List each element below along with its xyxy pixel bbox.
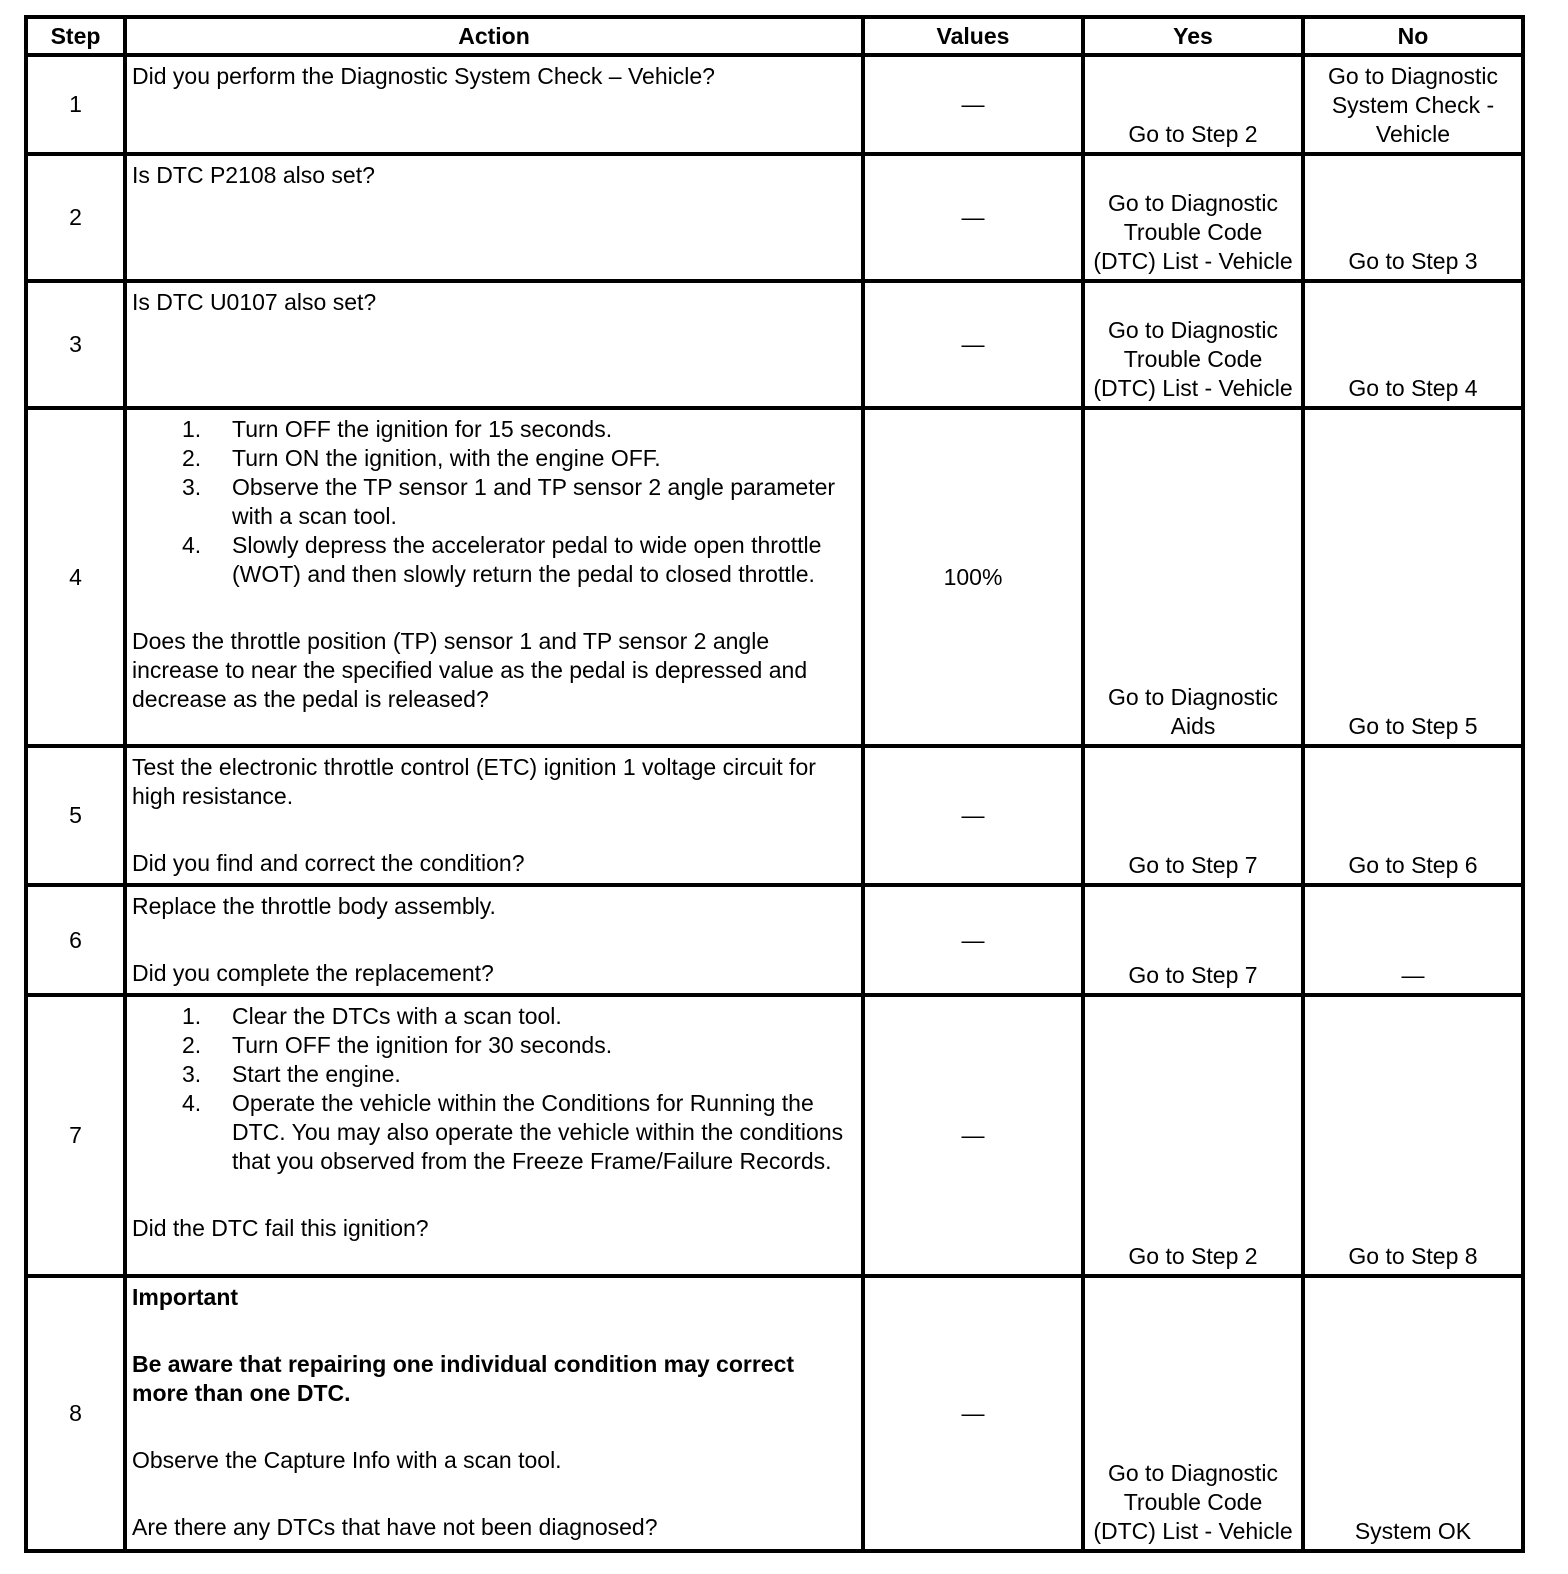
list-item bbox=[132, 1002, 855, 1031]
substep-text: Turn ON the ignition, with the engine OFF. bbox=[232, 445, 661, 471]
action-question: Did the DTC fail this ignition? bbox=[132, 1215, 429, 1241]
action-cell bbox=[125, 408, 863, 746]
values-cell: — bbox=[863, 995, 1083, 1276]
table-row bbox=[26, 281, 1523, 408]
values-cell: — bbox=[863, 1276, 1083, 1551]
no-cell: Go to Step 3 bbox=[1303, 154, 1523, 281]
substep-text: Slowly depress the accelerator pedal to wide open throttle (WOT) and then slowly return the pedal to closed throttle. bbox=[232, 532, 822, 587]
yes-cell: Go to Step 2 bbox=[1083, 995, 1303, 1276]
substep-number: 2. bbox=[182, 1032, 202, 1058]
action-cell bbox=[125, 55, 863, 154]
action-cell bbox=[125, 1276, 863, 1551]
substep-list bbox=[132, 415, 855, 589]
list-item bbox=[132, 531, 855, 589]
yes-cell: Go to Diagnostic Aids bbox=[1083, 408, 1303, 746]
action-instruction: Observe the Capture Info with a scan tool. bbox=[132, 1447, 562, 1473]
no-cell: Go to Step 6 bbox=[1303, 746, 1523, 885]
table-row bbox=[26, 408, 1523, 746]
action-question: Is DTC U0107 also set? bbox=[132, 289, 377, 315]
substep-text: Start the engine. bbox=[232, 1061, 401, 1087]
action-instruction: Replace the throttle body assembly. bbox=[132, 893, 496, 919]
step-number: 5 bbox=[26, 746, 125, 885]
yes-cell: Go to Step 7 bbox=[1083, 746, 1303, 885]
list-item bbox=[132, 1031, 855, 1060]
substep-text: Clear the DTCs with a scan tool. bbox=[232, 1003, 562, 1029]
header-yes: Yes bbox=[1083, 17, 1303, 55]
action-question: Did you perform the Diagnostic System Check – Vehicle? bbox=[132, 63, 715, 89]
table-row bbox=[26, 995, 1523, 1276]
yes-cell: Go to Diagnostic Trouble Code (DTC) List - Vehicle bbox=[1083, 281, 1303, 408]
action-question: Did you find and correct the condition? bbox=[132, 850, 525, 876]
no-cell: Go to Step 8 bbox=[1303, 995, 1523, 1276]
no-cell: — bbox=[1303, 885, 1523, 995]
yes-cell: Go to Diagnostic Trouble Code (DTC) List - Vehicle bbox=[1083, 154, 1303, 281]
step-number: 4 bbox=[26, 408, 125, 746]
step-number: 8 bbox=[26, 1276, 125, 1551]
substep-text: Turn OFF the ignition for 30 seconds. bbox=[232, 1032, 613, 1058]
no-cell: Go to Diagnostic System Check - Vehicle bbox=[1303, 55, 1523, 154]
substep-number: 2. bbox=[182, 445, 202, 471]
step-number: 3 bbox=[26, 281, 125, 408]
header-step: Step bbox=[26, 17, 125, 55]
substep-number: 3. bbox=[182, 1061, 202, 1087]
header-action: Action bbox=[125, 17, 863, 55]
action-cell bbox=[125, 154, 863, 281]
substep-number: 4. bbox=[182, 1090, 202, 1116]
yes-cell: Go to Step 7 bbox=[1083, 885, 1303, 995]
header-row bbox=[26, 17, 1523, 55]
list-item bbox=[132, 473, 855, 531]
table-row bbox=[26, 55, 1523, 154]
action-question: Does the throttle position (TP) sensor 1 and TP sensor 2 angle increase to near the specified value as the pedal is depressed and decrease as the pedal is released? bbox=[132, 628, 808, 712]
step-number: 1 bbox=[26, 55, 125, 154]
table-row bbox=[26, 154, 1523, 281]
list-item bbox=[132, 444, 855, 473]
substep-number: 1. bbox=[182, 1003, 202, 1029]
action-cell bbox=[125, 995, 863, 1276]
important-label: Important bbox=[132, 1284, 239, 1310]
values-cell: 100% bbox=[863, 408, 1083, 746]
substep-text: Turn OFF the ignition for 15 seconds. bbox=[232, 416, 613, 442]
action-cell bbox=[125, 885, 863, 995]
values-cell: — bbox=[863, 281, 1083, 408]
diagnostic-table bbox=[24, 15, 1525, 1553]
values-cell: — bbox=[863, 885, 1083, 995]
list-item bbox=[132, 1089, 855, 1176]
yes-cell: Go to Step 2 bbox=[1083, 55, 1303, 154]
table-row bbox=[26, 746, 1523, 885]
values-cell: — bbox=[863, 154, 1083, 281]
action-cell bbox=[125, 746, 863, 885]
header-values: Values bbox=[863, 17, 1083, 55]
table-row bbox=[26, 885, 1523, 995]
substep-text: Operate the vehicle within the Conditions for Running the DTC. You may also operate the vehicle within the conditions that you observed from the Freeze Frame/Failure Records. bbox=[232, 1090, 844, 1174]
no-cell: Go to Step 5 bbox=[1303, 408, 1523, 746]
action-question: Did you complete the replacement? bbox=[132, 960, 494, 986]
values-cell: — bbox=[863, 55, 1083, 154]
action-question: Is DTC P2108 also set? bbox=[132, 162, 375, 188]
no-cell: System OK bbox=[1303, 1276, 1523, 1551]
yes-cell: Go to Diagnostic Trouble Code (DTC) List - Vehicle bbox=[1083, 1276, 1303, 1551]
step-number: 2 bbox=[26, 154, 125, 281]
substep-number: 3. bbox=[182, 474, 202, 500]
important-text: Be aware that repairing one individual condition may correct more than one DTC. bbox=[132, 1351, 795, 1406]
substep-number: 1. bbox=[182, 416, 202, 442]
substep-text: Observe the TP sensor 1 and TP sensor 2 angle parameter with a scan tool. bbox=[232, 474, 836, 529]
header-no: No bbox=[1303, 17, 1523, 55]
values-cell: — bbox=[863, 746, 1083, 885]
substep-number: 4. bbox=[182, 532, 202, 558]
action-question: Are there any DTCs that have not been diagnosed? bbox=[132, 1514, 658, 1540]
substep-list bbox=[132, 1002, 855, 1176]
list-item bbox=[132, 415, 855, 444]
list-item bbox=[132, 1060, 855, 1089]
table-row bbox=[26, 1276, 1523, 1551]
no-cell: Go to Step 4 bbox=[1303, 281, 1523, 408]
action-cell bbox=[125, 281, 863, 408]
step-number: 6 bbox=[26, 885, 125, 995]
step-number: 7 bbox=[26, 995, 125, 1276]
action-instruction: Test the electronic throttle control (ETC) ignition 1 voltage circuit for high resistance. bbox=[132, 754, 816, 809]
